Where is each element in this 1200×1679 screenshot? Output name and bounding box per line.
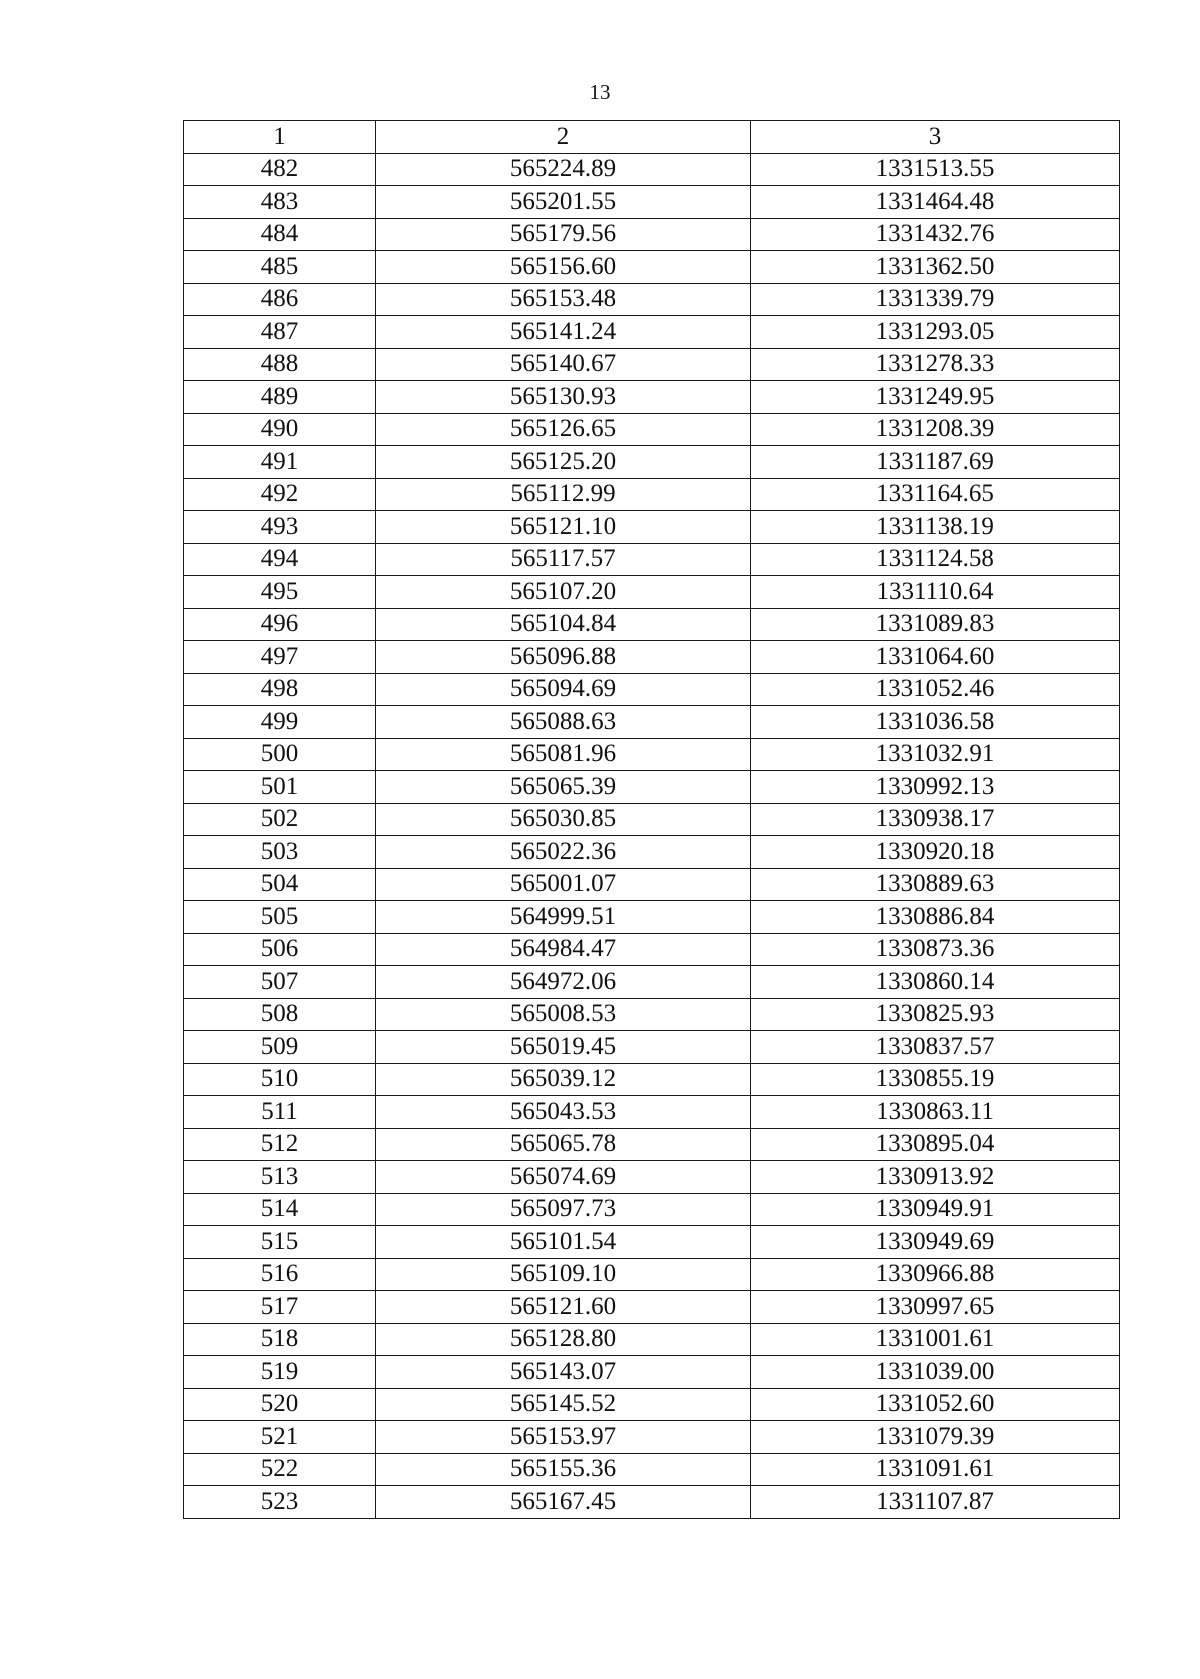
x-coordinate-cell: 565117.57 [376,543,751,576]
table-row [184,1226,1120,1259]
x-coordinate-cell: 565153.48 [376,283,751,316]
y-coordinate-cell: 1331362.50 [751,251,1120,284]
table-row [184,1031,1120,1064]
y-coordinate-cell: 1331079.39 [751,1421,1120,1454]
table-header [184,121,1120,154]
table-row [184,706,1120,739]
point-number-cell: 508 [184,998,376,1031]
x-coordinate-cell: 565019.45 [376,1031,751,1064]
table-row [184,771,1120,804]
table-row [184,1258,1120,1291]
x-coordinate-cell: 565167.45 [376,1486,751,1519]
x-coordinate-cell: 565065.78 [376,1128,751,1161]
x-coordinate-cell: 565008.53 [376,998,751,1031]
y-coordinate-cell: 1331032.91 [751,738,1120,771]
x-coordinate-cell: 565088.63 [376,706,751,739]
point-number-cell: 511 [184,1096,376,1129]
y-coordinate-cell: 1331124.58 [751,543,1120,576]
table-row [184,673,1120,706]
table-row [184,511,1120,544]
y-coordinate-cell: 1330949.91 [751,1193,1120,1226]
point-number-cell: 522 [184,1453,376,1486]
y-coordinate-cell: 1330992.13 [751,771,1120,804]
y-coordinate-cell: 1331464.48 [751,186,1120,219]
y-coordinate-cell: 1330966.88 [751,1258,1120,1291]
table-row [184,186,1120,219]
x-coordinate-cell: 565145.52 [376,1388,751,1421]
point-number-cell: 487 [184,316,376,349]
y-coordinate-cell: 1331187.69 [751,446,1120,479]
point-number-cell: 507 [184,966,376,999]
y-coordinate-cell: 1330873.36 [751,933,1120,966]
x-coordinate-cell: 565126.65 [376,413,751,446]
x-coordinate-cell: 565096.88 [376,641,751,674]
table-row [184,608,1120,641]
x-coordinate-cell: 565224.89 [376,153,751,186]
table-row [184,1421,1120,1454]
point-number-cell: 494 [184,543,376,576]
y-coordinate-cell: 1331278.33 [751,348,1120,381]
point-number-cell: 492 [184,478,376,511]
point-number-cell: 510 [184,1063,376,1096]
table-row [184,283,1120,316]
table-row [184,901,1120,934]
table-row [184,348,1120,381]
y-coordinate-cell: 1331052.46 [751,673,1120,706]
table-row [184,576,1120,609]
column-header-3: 3 [751,121,1120,154]
point-number-cell: 509 [184,1031,376,1064]
table-row [184,1096,1120,1129]
x-coordinate-cell: 565104.84 [376,608,751,641]
point-number-cell: 496 [184,608,376,641]
table-row [184,641,1120,674]
table-row [184,218,1120,251]
x-coordinate-cell: 565121.60 [376,1291,751,1324]
table-row [184,933,1120,966]
x-coordinate-cell: 565140.67 [376,348,751,381]
y-coordinate-cell: 1331208.39 [751,413,1120,446]
x-coordinate-cell: 565001.07 [376,868,751,901]
table-row [184,478,1120,511]
y-coordinate-cell: 1331107.87 [751,1486,1120,1519]
table-row [184,998,1120,1031]
x-coordinate-cell: 565128.80 [376,1323,751,1356]
y-coordinate-cell: 1330889.63 [751,868,1120,901]
table-row [184,543,1120,576]
x-coordinate-cell: 565153.97 [376,1421,751,1454]
y-coordinate-cell: 1330855.19 [751,1063,1120,1096]
y-coordinate-cell: 1331110.64 [751,576,1120,609]
x-coordinate-cell: 565130.93 [376,381,751,414]
x-coordinate-cell: 565155.36 [376,1453,751,1486]
y-coordinate-cell: 1330837.57 [751,1031,1120,1064]
table-row [184,1323,1120,1356]
y-coordinate-cell: 1330895.04 [751,1128,1120,1161]
point-number-cell: 497 [184,641,376,674]
y-coordinate-cell: 1330860.14 [751,966,1120,999]
point-number-cell: 512 [184,1128,376,1161]
x-coordinate-cell: 565022.36 [376,836,751,869]
x-coordinate-cell: 564972.06 [376,966,751,999]
point-number-cell: 519 [184,1356,376,1389]
y-coordinate-cell: 1330997.65 [751,1291,1120,1324]
point-number-cell: 483 [184,186,376,219]
y-coordinate-cell: 1331036.58 [751,706,1120,739]
table-row [184,1453,1120,1486]
point-number-cell: 488 [184,348,376,381]
y-coordinate-cell: 1331091.61 [751,1453,1120,1486]
x-coordinate-cell: 565121.10 [376,511,751,544]
point-number-cell: 518 [184,1323,376,1356]
point-number-cell: 482 [184,153,376,186]
x-coordinate-cell: 565081.96 [376,738,751,771]
table-row [184,1356,1120,1389]
column-header-2: 2 [376,121,751,154]
page-number: 13 [589,80,611,104]
table-body [184,153,1120,1518]
table-row [184,446,1120,479]
table-row [184,1291,1120,1324]
x-coordinate-cell: 565125.20 [376,446,751,479]
x-coordinate-cell: 565156.60 [376,251,751,284]
y-coordinate-cell: 1331164.65 [751,478,1120,511]
x-coordinate-cell: 565043.53 [376,1096,751,1129]
y-coordinate-cell: 1331138.19 [751,511,1120,544]
x-coordinate-cell: 565107.20 [376,576,751,609]
x-coordinate-cell: 565143.07 [376,1356,751,1389]
point-number-cell: 491 [184,446,376,479]
x-coordinate-cell: 565112.99 [376,478,751,511]
y-coordinate-cell: 1331513.55 [751,153,1120,186]
y-coordinate-cell: 1331089.83 [751,608,1120,641]
table-row [184,1161,1120,1194]
y-coordinate-cell: 1331052.60 [751,1388,1120,1421]
point-number-cell: 513 [184,1161,376,1194]
x-coordinate-cell: 565101.54 [376,1226,751,1259]
point-number-cell: 505 [184,901,376,934]
y-coordinate-cell: 1331432.76 [751,218,1120,251]
y-coordinate-cell: 1330938.17 [751,803,1120,836]
x-coordinate-cell: 565094.69 [376,673,751,706]
y-coordinate-cell: 1331064.60 [751,641,1120,674]
x-coordinate-cell: 564984.47 [376,933,751,966]
x-coordinate-cell: 565039.12 [376,1063,751,1096]
point-number-cell: 485 [184,251,376,284]
x-coordinate-cell: 565097.73 [376,1193,751,1226]
x-coordinate-cell: 565201.55 [376,186,751,219]
y-coordinate-cell: 1331249.95 [751,381,1120,414]
point-number-cell: 515 [184,1226,376,1259]
table-row [184,738,1120,771]
point-number-cell: 502 [184,803,376,836]
point-number-cell: 501 [184,771,376,804]
table-row [184,1063,1120,1096]
x-coordinate-cell: 565065.39 [376,771,751,804]
point-number-cell: 493 [184,511,376,544]
y-coordinate-cell: 1330886.84 [751,901,1120,934]
point-number-cell: 506 [184,933,376,966]
x-coordinate-cell: 564999.51 [376,901,751,934]
y-coordinate-cell: 1330913.92 [751,1161,1120,1194]
x-coordinate-cell: 565179.56 [376,218,751,251]
table-row [184,868,1120,901]
table-row [184,153,1120,186]
column-header-1: 1 [184,121,376,154]
y-coordinate-cell: 1330863.11 [751,1096,1120,1129]
point-number-cell: 521 [184,1421,376,1454]
table-row [184,803,1120,836]
y-coordinate-cell: 1331339.79 [751,283,1120,316]
y-coordinate-cell: 1330949.69 [751,1226,1120,1259]
y-coordinate-cell: 1331293.05 [751,316,1120,349]
point-number-cell: 486 [184,283,376,316]
y-coordinate-cell: 1330920.18 [751,836,1120,869]
point-number-cell: 499 [184,706,376,739]
x-coordinate-cell: 565141.24 [376,316,751,349]
point-number-cell: 516 [184,1258,376,1291]
x-coordinate-cell: 565109.10 [376,1258,751,1291]
point-number-cell: 517 [184,1291,376,1324]
table-row [184,381,1120,414]
y-coordinate-cell: 1330825.93 [751,998,1120,1031]
point-number-cell: 523 [184,1486,376,1519]
point-number-cell: 520 [184,1388,376,1421]
point-number-cell: 514 [184,1193,376,1226]
table-row [184,1193,1120,1226]
header-row [184,121,1120,154]
point-number-cell: 498 [184,673,376,706]
table-row [184,316,1120,349]
table-row [184,413,1120,446]
table-row [184,251,1120,284]
table-row [184,1486,1120,1519]
point-number-cell: 495 [184,576,376,609]
table-row [184,1128,1120,1161]
point-number-cell: 504 [184,868,376,901]
coordinates-table [183,120,1120,1519]
point-number-cell: 489 [184,381,376,414]
table-row [184,966,1120,999]
x-coordinate-cell: 565074.69 [376,1161,751,1194]
point-number-cell: 490 [184,413,376,446]
y-coordinate-cell: 1331001.61 [751,1323,1120,1356]
table-row [184,1388,1120,1421]
x-coordinate-cell: 565030.85 [376,803,751,836]
table-row [184,836,1120,869]
point-number-cell: 503 [184,836,376,869]
point-number-cell: 500 [184,738,376,771]
y-coordinate-cell: 1331039.00 [751,1356,1120,1389]
point-number-cell: 484 [184,218,376,251]
